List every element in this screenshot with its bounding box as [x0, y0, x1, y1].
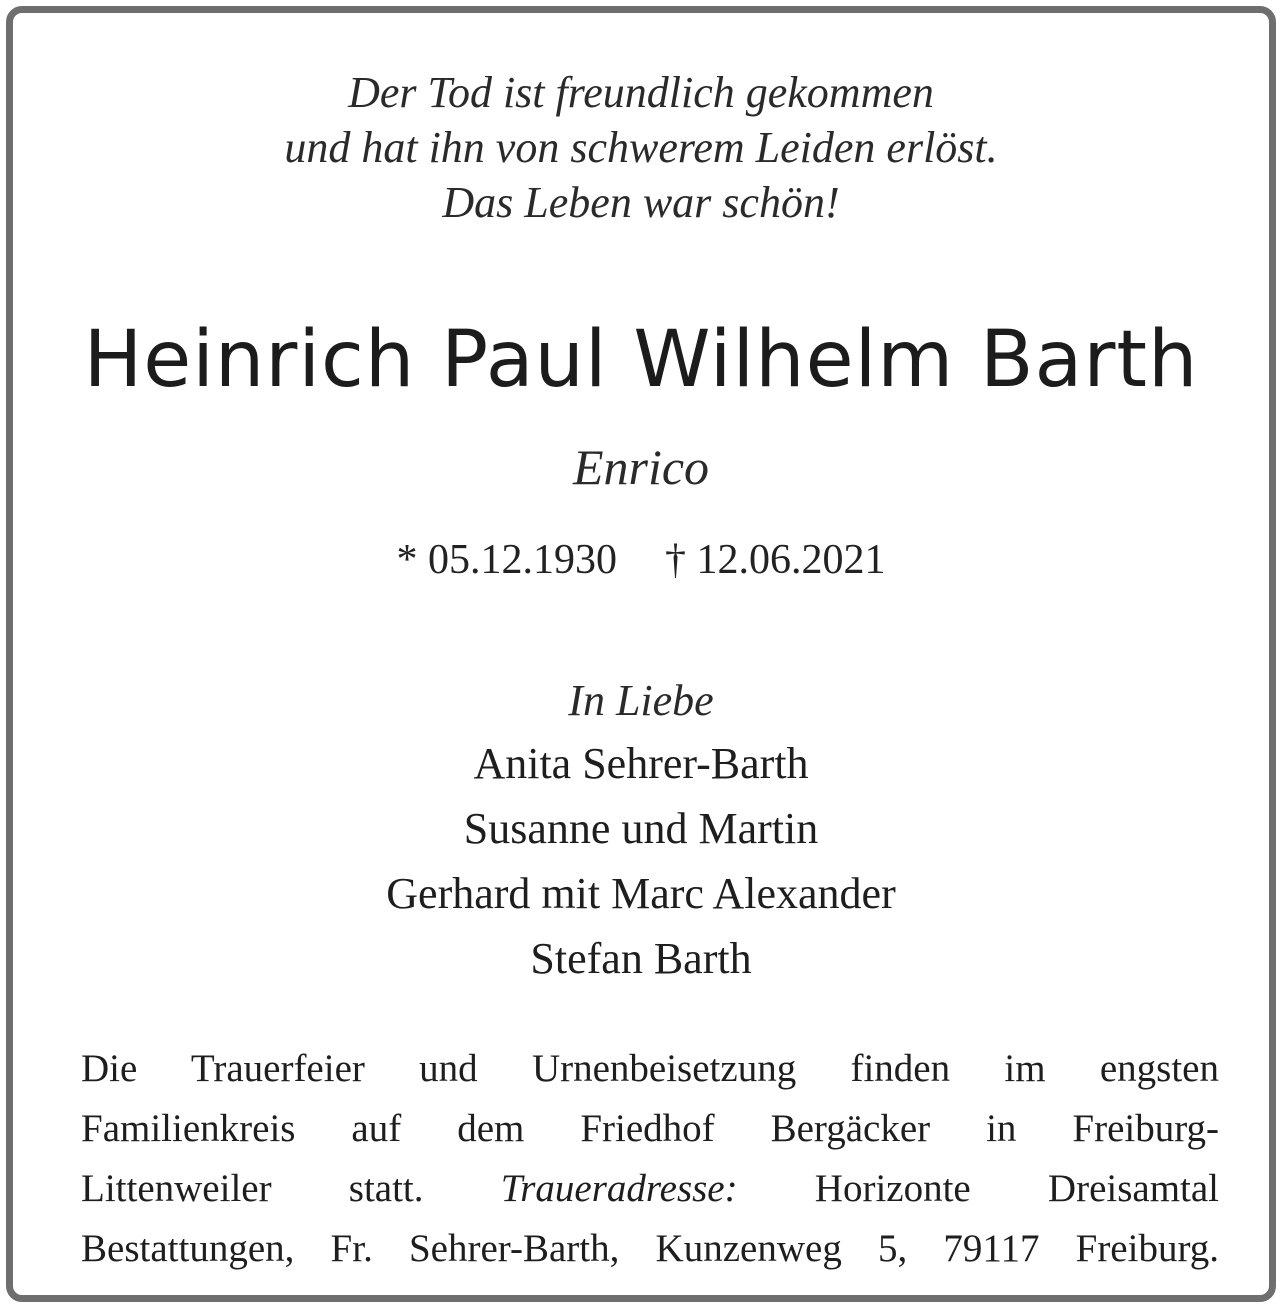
address-label: Traueradresse: — [500, 1167, 738, 1210]
mourner-name: Anita Sehrer-Barth — [473, 739, 809, 788]
mourner-name: Stefan Barth — [530, 934, 752, 983]
motto-line: Das Leben war schön! — [442, 178, 840, 227]
life-dates — [13, 533, 1269, 587]
notice-line: Bestattungen, Fr. Sehrer-Barth, Kunzenweg 5, 79117 Freiburg. — [81, 1227, 1219, 1270]
notice-line — [81, 1159, 1219, 1219]
deceased-nickname: Enrico — [572, 439, 710, 495]
mourners-heading: In Liebe — [568, 676, 714, 725]
notice-line: Familienkreis auf dem Friedhof Bergäcker in Freiburg- — [81, 1107, 1219, 1150]
notice-line-start: Littenweiler statt. — [81, 1167, 424, 1210]
motto-line: Der Tod ist freundlich gekommen — [348, 68, 934, 117]
mourners-list — [13, 731, 1269, 991]
notice-line-end: Horizonte Dreisamtal — [814, 1167, 1220, 1210]
mourner-name: Susanne und Martin — [463, 804, 819, 853]
birth-date: * 05.12.1930 — [396, 537, 617, 583]
obituary-frame — [6, 6, 1276, 1302]
notice-line: Die Trauerfeier und Urnenbeisetzung finden im engsten — [81, 1047, 1219, 1090]
death-date: † 12.06.2021 — [665, 537, 886, 583]
funeral-notice — [81, 1039, 1219, 1279]
obituary-content — [13, 13, 1269, 1295]
mourner-name: Gerhard mit Marc Alexander — [386, 869, 896, 918]
motto — [13, 65, 1269, 230]
motto-line: und hat ihn von schwerem Leiden erlöst. — [284, 123, 998, 172]
deceased-name: Heinrich Paul Wilhelm Barth — [83, 315, 1199, 405]
